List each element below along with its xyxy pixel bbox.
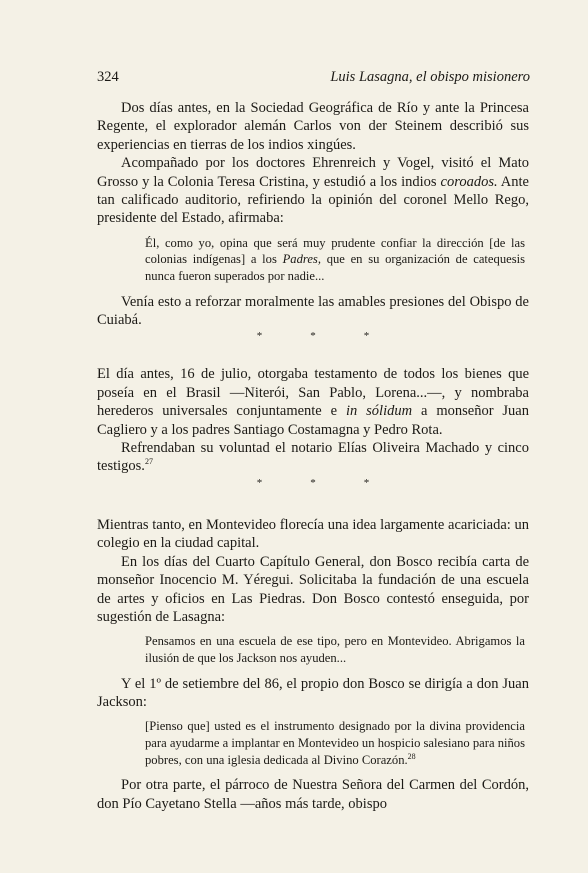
quote-text: Pensamos en una escuela de ese tipo, pero en Montevideo. Abrigamos la ilusión de que los Jackson nos ayuden...: [145, 634, 525, 665]
paragraph: [97, 553, 529, 627]
paragraph-text: Venía esto a reforzar moralmente las amables presiones del Obispo de Cuiabá.: [97, 293, 529, 329]
paragraph-text: Por otra parte, el párroco de Nuestra Señora del Carmen del Cordón, don Pío Cayetano Stella —años más tarde, obispo: [97, 777, 529, 812]
divider-star: *: [256, 476, 263, 489]
quote-text: Él, como yo, opina que será muy prudente confiar la dirección [de las colonias indígenas] a los: [145, 235, 525, 267]
body-text: [97, 99, 529, 813]
paragraph-text: Refrendaban su voluntad el notario Elías Oliveira Machado y cinco testigos.: [97, 440, 529, 475]
paragraph: [97, 675, 529, 712]
divider-star: *: [256, 330, 263, 343]
paragraph: [97, 439, 529, 476]
running-title: Luis Lasagna, el obispo misionero: [330, 69, 530, 85]
quote-text: que en su organización de catequesis nunca fueron superados por nadie...: [145, 252, 526, 284]
paragraph: [97, 293, 529, 330]
block-quote: [145, 718, 525, 768]
italic-term: coroados.: [440, 173, 498, 190]
paragraph-text: Ante tan calificado auditorio, refiriendo la opinión del coronel Mello Rego, presidente del Estado, afirmaba:: [97, 173, 529, 227]
paragraph-text: Dos días antes, en la Sociedad Geográfica de Río y ante la Princesa Regente, el explorador alemán Carlos von der Steinem describió sus experiencias en tierras de los indios xingúes.: [97, 100, 529, 153]
paragraph-text: a monseñor Juan Cagliero y a los padres Santiago Costamagna y Pedro Rota.: [97, 403, 529, 438]
paragraph-text: Y el 1º de setiembre del 86, el propio don Bosco se dirigía a don Juan Jackson:: [97, 675, 529, 710]
paragraph-text: Acompañado por los doctores Ehrenreich y Vogel, visitó el Mato Grosso y la Colonia Teresa Cristina, y estudió a los indios: [97, 155, 529, 190]
italic-term: Padres,: [282, 252, 321, 267]
paragraph: [97, 365, 529, 439]
footnote-ref: 27: [144, 457, 153, 467]
paragraph: [97, 516, 529, 553]
divider-star: *: [363, 330, 370, 343]
italic-term: in sólidum: [345, 403, 413, 420]
quote-text: [Pienso que] usted es el instrumento designado por la divina providencia para ayudarme a implantar en Montevideo un hospicio salesiano para niños pobres, con una iglesia dedicada al Divino Corazón.: [145, 719, 525, 767]
block-quote: [145, 633, 525, 666]
paragraph: [97, 99, 529, 154]
paragraph: [97, 154, 529, 228]
paragraph: [97, 776, 529, 813]
block-quote: [145, 235, 525, 285]
divider-star: *: [310, 476, 316, 489]
section-divider: [97, 329, 529, 343]
paragraph-text: Mientras tanto, en Montevideo florecía una idea largamente acariciada: un colegio en la ciudad capital.: [97, 516, 529, 552]
paragraph-text: El día antes, 16 de julio, otorgaba testamento de todos los bienes que poseía en el Brasil —Niterói, San Pablo, Lorena...—, y nombraba herederos universales conjuntamente e: [97, 366, 529, 420]
divider-star: *: [310, 330, 316, 343]
page-number: 324: [97, 69, 119, 85]
paragraph-text: En los días del Cuarto Capítulo General, don Bosco recibía carta de monseñor Inocencio M. Yéregui. Solicitaba la fundación de una escuela de artes y oficios en Las Piedras. Don Bosco contestó enseguida, por sugestión de Lasagna:: [97, 553, 529, 625]
footnote-ref: 28: [407, 751, 416, 761]
section-divider: [97, 476, 529, 490]
divider-star: *: [363, 476, 370, 489]
